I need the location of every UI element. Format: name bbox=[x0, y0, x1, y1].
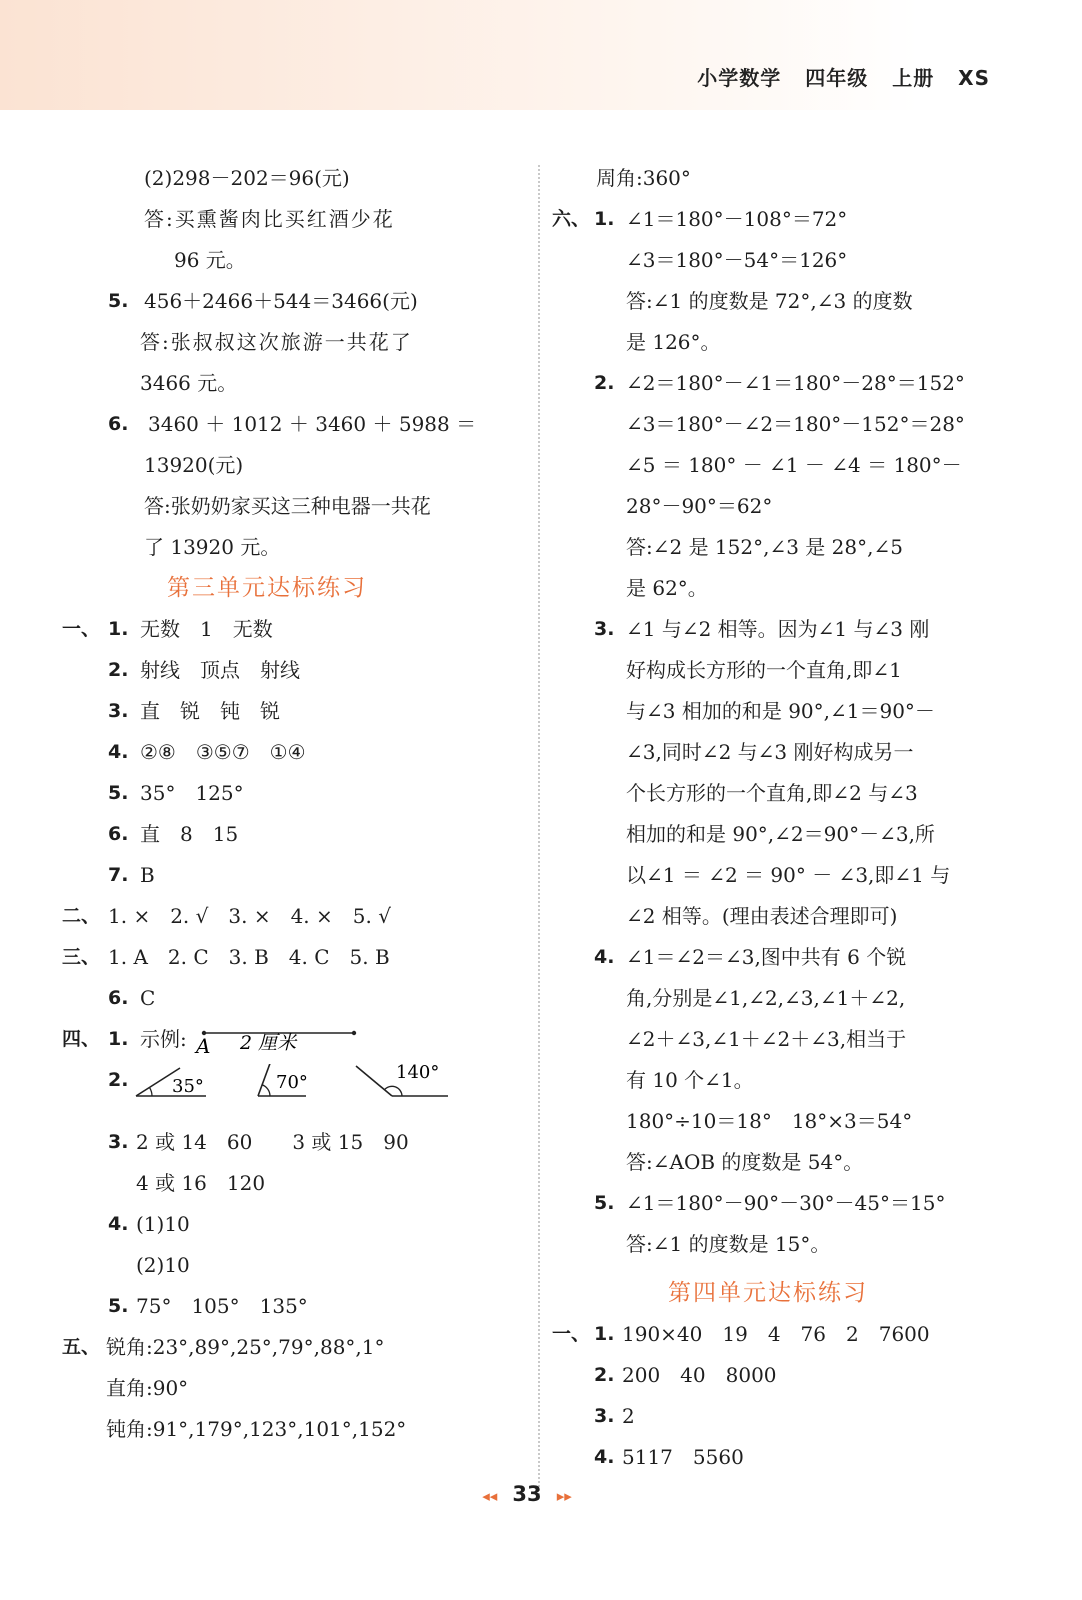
question-number: 6. bbox=[108, 413, 129, 435]
answer-line: ∠2＋∠3,∠1＋∠2＋∠3,相当于 bbox=[626, 1027, 907, 1051]
answer-line: 答:张奶奶家买这三种电器一共花 bbox=[144, 494, 431, 518]
answer-line: ∠1＝180°－108°＝72° bbox=[626, 207, 848, 231]
answer-line: 是 126°。 bbox=[626, 330, 721, 354]
left-column bbox=[62, 158, 512, 1450]
answer-line: 直 8 15 bbox=[140, 822, 239, 846]
segment-figure bbox=[194, 1019, 364, 1060]
answer-line: 相加的和是 90°,∠2＝90°－∠3,所 bbox=[626, 822, 935, 846]
question-number: 6. bbox=[108, 823, 129, 845]
question-number: 6. bbox=[108, 987, 129, 1009]
answer-line: 2 bbox=[622, 1404, 635, 1428]
answer-line: 锐角:23°,89°,25°,79°,88°,1° bbox=[106, 1335, 385, 1359]
section-label: 一、 bbox=[62, 618, 101, 640]
answer-line: 2 或 14 60 3 或 15 90 bbox=[136, 1130, 409, 1154]
question-number: 7. bbox=[108, 864, 129, 886]
answer-line: 5117 5560 bbox=[622, 1445, 744, 1469]
length-label: 2 厘米 bbox=[240, 1032, 297, 1054]
right-column bbox=[552, 158, 1008, 1478]
section-label: 六、 bbox=[552, 208, 591, 230]
question-number: 2. bbox=[108, 1069, 129, 1091]
answer-line: 3460 ＋ 1012 ＋ 3460 ＋ 5988 ＝ bbox=[148, 412, 477, 436]
answer-line: 1. A 2. C 3. B 4. C 5. B bbox=[108, 945, 390, 969]
book-header bbox=[681, 62, 990, 91]
answer-line: 75° 105° 135° bbox=[136, 1294, 308, 1318]
answer-line: 以∠1 ＝ ∠2 ＝ 90° － ∠3,即∠1 与 bbox=[626, 863, 951, 887]
answer-line: 35° 125° bbox=[140, 781, 244, 805]
page-footer bbox=[452, 1482, 602, 1506]
unit3-title: 第三单元达标练习 bbox=[167, 575, 367, 601]
question-number: 4. bbox=[108, 1213, 129, 1235]
question-number: 5. bbox=[594, 1192, 615, 1214]
angle-label: 140° bbox=[396, 1064, 440, 1083]
answer-line: 周角:360° bbox=[596, 166, 691, 190]
answer-line: (2)298－202＝96(元) bbox=[144, 166, 350, 190]
answer-line: 答:∠AOB 的度数是 54°。 bbox=[626, 1150, 864, 1174]
question-number: 2. bbox=[108, 659, 129, 681]
question-number: 1. bbox=[594, 1323, 615, 1345]
answer-line: 答:∠2 是 152°,∠3 是 28°,∠5 bbox=[626, 535, 903, 559]
question-number: 5. bbox=[108, 1295, 129, 1317]
question-number: 1. bbox=[108, 618, 129, 640]
answer-line: ∠3,同时∠2 与∠3 刚好构成另一 bbox=[626, 740, 914, 764]
answer-line: 答:张叔叔这次旅游一共花了 bbox=[140, 330, 413, 354]
point-label: A bbox=[196, 1034, 211, 1058]
answer-line: ∠3＝180°－∠2＝180°－152°＝28° bbox=[626, 412, 965, 436]
question-number: 3. bbox=[108, 700, 129, 722]
question-number: 3. bbox=[108, 1131, 129, 1153]
answer-line: 角,分别是∠1,∠2,∠3,∠1＋∠2, bbox=[626, 986, 906, 1010]
angle-35-figure bbox=[136, 1068, 206, 1097]
answer-line: C bbox=[140, 986, 156, 1010]
answer-line: 了 13920 元。 bbox=[144, 535, 281, 559]
question-number: 1. bbox=[594, 208, 615, 230]
answer-line: (1)10 bbox=[136, 1212, 190, 1236]
answer-line: ∠1 与∠2 相等。因为∠1 与∠3 刚 bbox=[626, 617, 930, 641]
answer-line: 答:买熏酱肉比买红酒少花 bbox=[144, 207, 395, 231]
answer-line: 答:∠1 的度数是 15°。 bbox=[626, 1232, 831, 1256]
question-number: 1. bbox=[108, 1028, 129, 1050]
answer-line: ②⑧ ③⑤⑦ ①④ bbox=[140, 740, 306, 764]
answer-line: 答:∠1 的度数是 72°,∠3 的度数 bbox=[626, 289, 913, 313]
answer-line: 456＋2466＋544＝3466(元) bbox=[144, 289, 418, 313]
angle-label: 70° bbox=[276, 1072, 308, 1093]
question-number: 5. bbox=[108, 782, 129, 804]
angle-70-figure bbox=[258, 1064, 308, 1096]
answer-line: 1. × 2. √ 3. × 4. × 5. √ bbox=[108, 904, 391, 928]
answer-line: 是 62°。 bbox=[626, 576, 708, 600]
angle-140-figure bbox=[356, 1064, 448, 1096]
answer-line: 个长方形的一个直角,即∠2 与∠3 bbox=[626, 781, 918, 805]
answer-line: ∠3＝180°－54°＝126° bbox=[626, 248, 848, 272]
section-label: 一、 bbox=[552, 1323, 591, 1345]
answer-line: 96 元。 bbox=[174, 248, 246, 272]
section-label: 二、 bbox=[62, 905, 101, 927]
answer-line: 190×40 19 4 76 2 7600 bbox=[622, 1322, 930, 1346]
question-number: 4. bbox=[594, 946, 615, 968]
header-edition: XS bbox=[958, 66, 990, 90]
question-number: 4. bbox=[594, 1446, 615, 1468]
answer-line: 示例: bbox=[140, 1027, 187, 1051]
question-number: 3. bbox=[594, 1405, 615, 1427]
column-divider bbox=[538, 165, 540, 1495]
section-label: 三、 bbox=[62, 946, 101, 968]
answer-line: ∠1＝∠2＝∠3,图中共有 6 个锐 bbox=[626, 945, 907, 969]
answer-line: 射线 顶点 射线 bbox=[140, 658, 300, 682]
page-number: 33 bbox=[512, 1482, 542, 1506]
question-number: 5. bbox=[108, 290, 129, 312]
header-volume: 上册 bbox=[892, 66, 935, 90]
header-subject: 小学数学 bbox=[697, 66, 782, 90]
answer-line: B bbox=[140, 863, 155, 887]
question-number: 3. bbox=[594, 618, 615, 640]
answer-line: 无数 1 无数 bbox=[140, 617, 273, 641]
answer-line: 28°－90°＝62° bbox=[626, 494, 773, 518]
answer-line: ∠1＝180°－90°－30°－45°＝15° bbox=[626, 1191, 946, 1215]
answer-line: 直 锐 钝 锐 bbox=[140, 699, 280, 723]
answer-line: 3466 元。 bbox=[140, 371, 238, 395]
header-grade: 四年级 bbox=[805, 66, 869, 90]
next-arrows-icon: ▸▸ bbox=[556, 1487, 572, 1505]
answer-line: (2)10 bbox=[136, 1253, 190, 1277]
answer-line: ∠2＝180°－∠1＝180°－28°＝152° bbox=[626, 371, 965, 395]
angle-label: 35° bbox=[172, 1076, 204, 1097]
question-number: 4. bbox=[108, 741, 129, 763]
answer-line: 与∠3 相加的和是 90°,∠1＝90°－ bbox=[626, 699, 935, 723]
answer-line: 13920(元) bbox=[144, 453, 244, 477]
angle-figures bbox=[134, 1064, 454, 1114]
answer-line: ∠2 相等。(理由表述合理即可) bbox=[626, 904, 898, 928]
section-label: 四、 bbox=[62, 1028, 101, 1050]
answer-line: 好构成长方形的一个直角,即∠1 bbox=[626, 658, 902, 682]
section-label: 五、 bbox=[62, 1336, 101, 1358]
question-number: 2. bbox=[594, 372, 615, 394]
header-band bbox=[0, 0, 1082, 110]
answer-line: 有 10 个∠1。 bbox=[626, 1068, 754, 1092]
answer-line: 直角:90° bbox=[106, 1376, 189, 1400]
prev-arrows-icon: ◂◂ bbox=[482, 1487, 498, 1505]
unit4-title: 第四单元达标练习 bbox=[668, 1280, 868, 1306]
answer-line: ∠5 ＝ 180° － ∠1 － ∠4 ＝ 180°－ bbox=[626, 453, 962, 477]
answer-line: 钝角:91°,179°,123°,101°,152° bbox=[106, 1417, 407, 1441]
answer-line: 200 40 8000 bbox=[622, 1363, 777, 1387]
question-number: 2. bbox=[594, 1364, 615, 1386]
answer-line: 180°÷10＝18° 18°×3＝54° bbox=[626, 1109, 913, 1133]
answer-line: 4 或 16 120 bbox=[136, 1171, 266, 1195]
